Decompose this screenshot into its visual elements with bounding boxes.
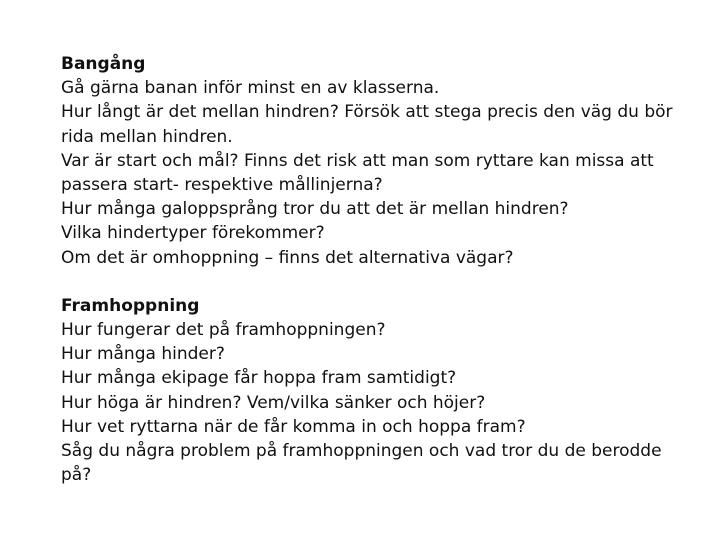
- text-line: Hur många ekipage får hoppa fram samtidigt?: [61, 368, 457, 389]
- text-line: Hur höga är hindren? Vem/vilka sänker och höjer?: [61, 392, 486, 413]
- text-line: Hur fungerar det på framhoppningen?: [61, 320, 386, 341]
- section-heading: Framhoppning: [61, 295, 200, 316]
- text-line: Hur vet ryttarna när de får komma in och hoppa fram?: [61, 416, 526, 437]
- section-heading: Bangång: [61, 54, 146, 74]
- text-line: Såg du några problem på framhoppningen och vad tror du de berodde: [61, 441, 662, 462]
- text-line: Hur många galoppsprång tror du att det är mellan hindren?: [61, 199, 569, 220]
- text-line: Gå gärna banan inför minst en av klasserna.: [61, 78, 440, 99]
- section-bangang: [61, 52, 673, 270]
- text-line: passera start- respektive mållinjerna?: [61, 175, 383, 196]
- text-line: Var är start och mål? Finns det risk att man som ryttare kan missa att: [61, 150, 654, 171]
- text-line: på?: [61, 465, 92, 486]
- text-line: rida mellan hindren.: [61, 126, 233, 147]
- text-line: Vilka hindertyper förekommer?: [61, 223, 325, 244]
- text-block: [61, 52, 673, 487]
- section-framhoppning: [61, 294, 661, 488]
- text-line: Hur många hinder?: [61, 344, 225, 365]
- text-line: Hur långt är det mellan hindren? Försök att stega precis den väg du bör: [61, 102, 673, 123]
- text-line: Om det är omhoppning – finns det alternativa vägar?: [61, 247, 514, 268]
